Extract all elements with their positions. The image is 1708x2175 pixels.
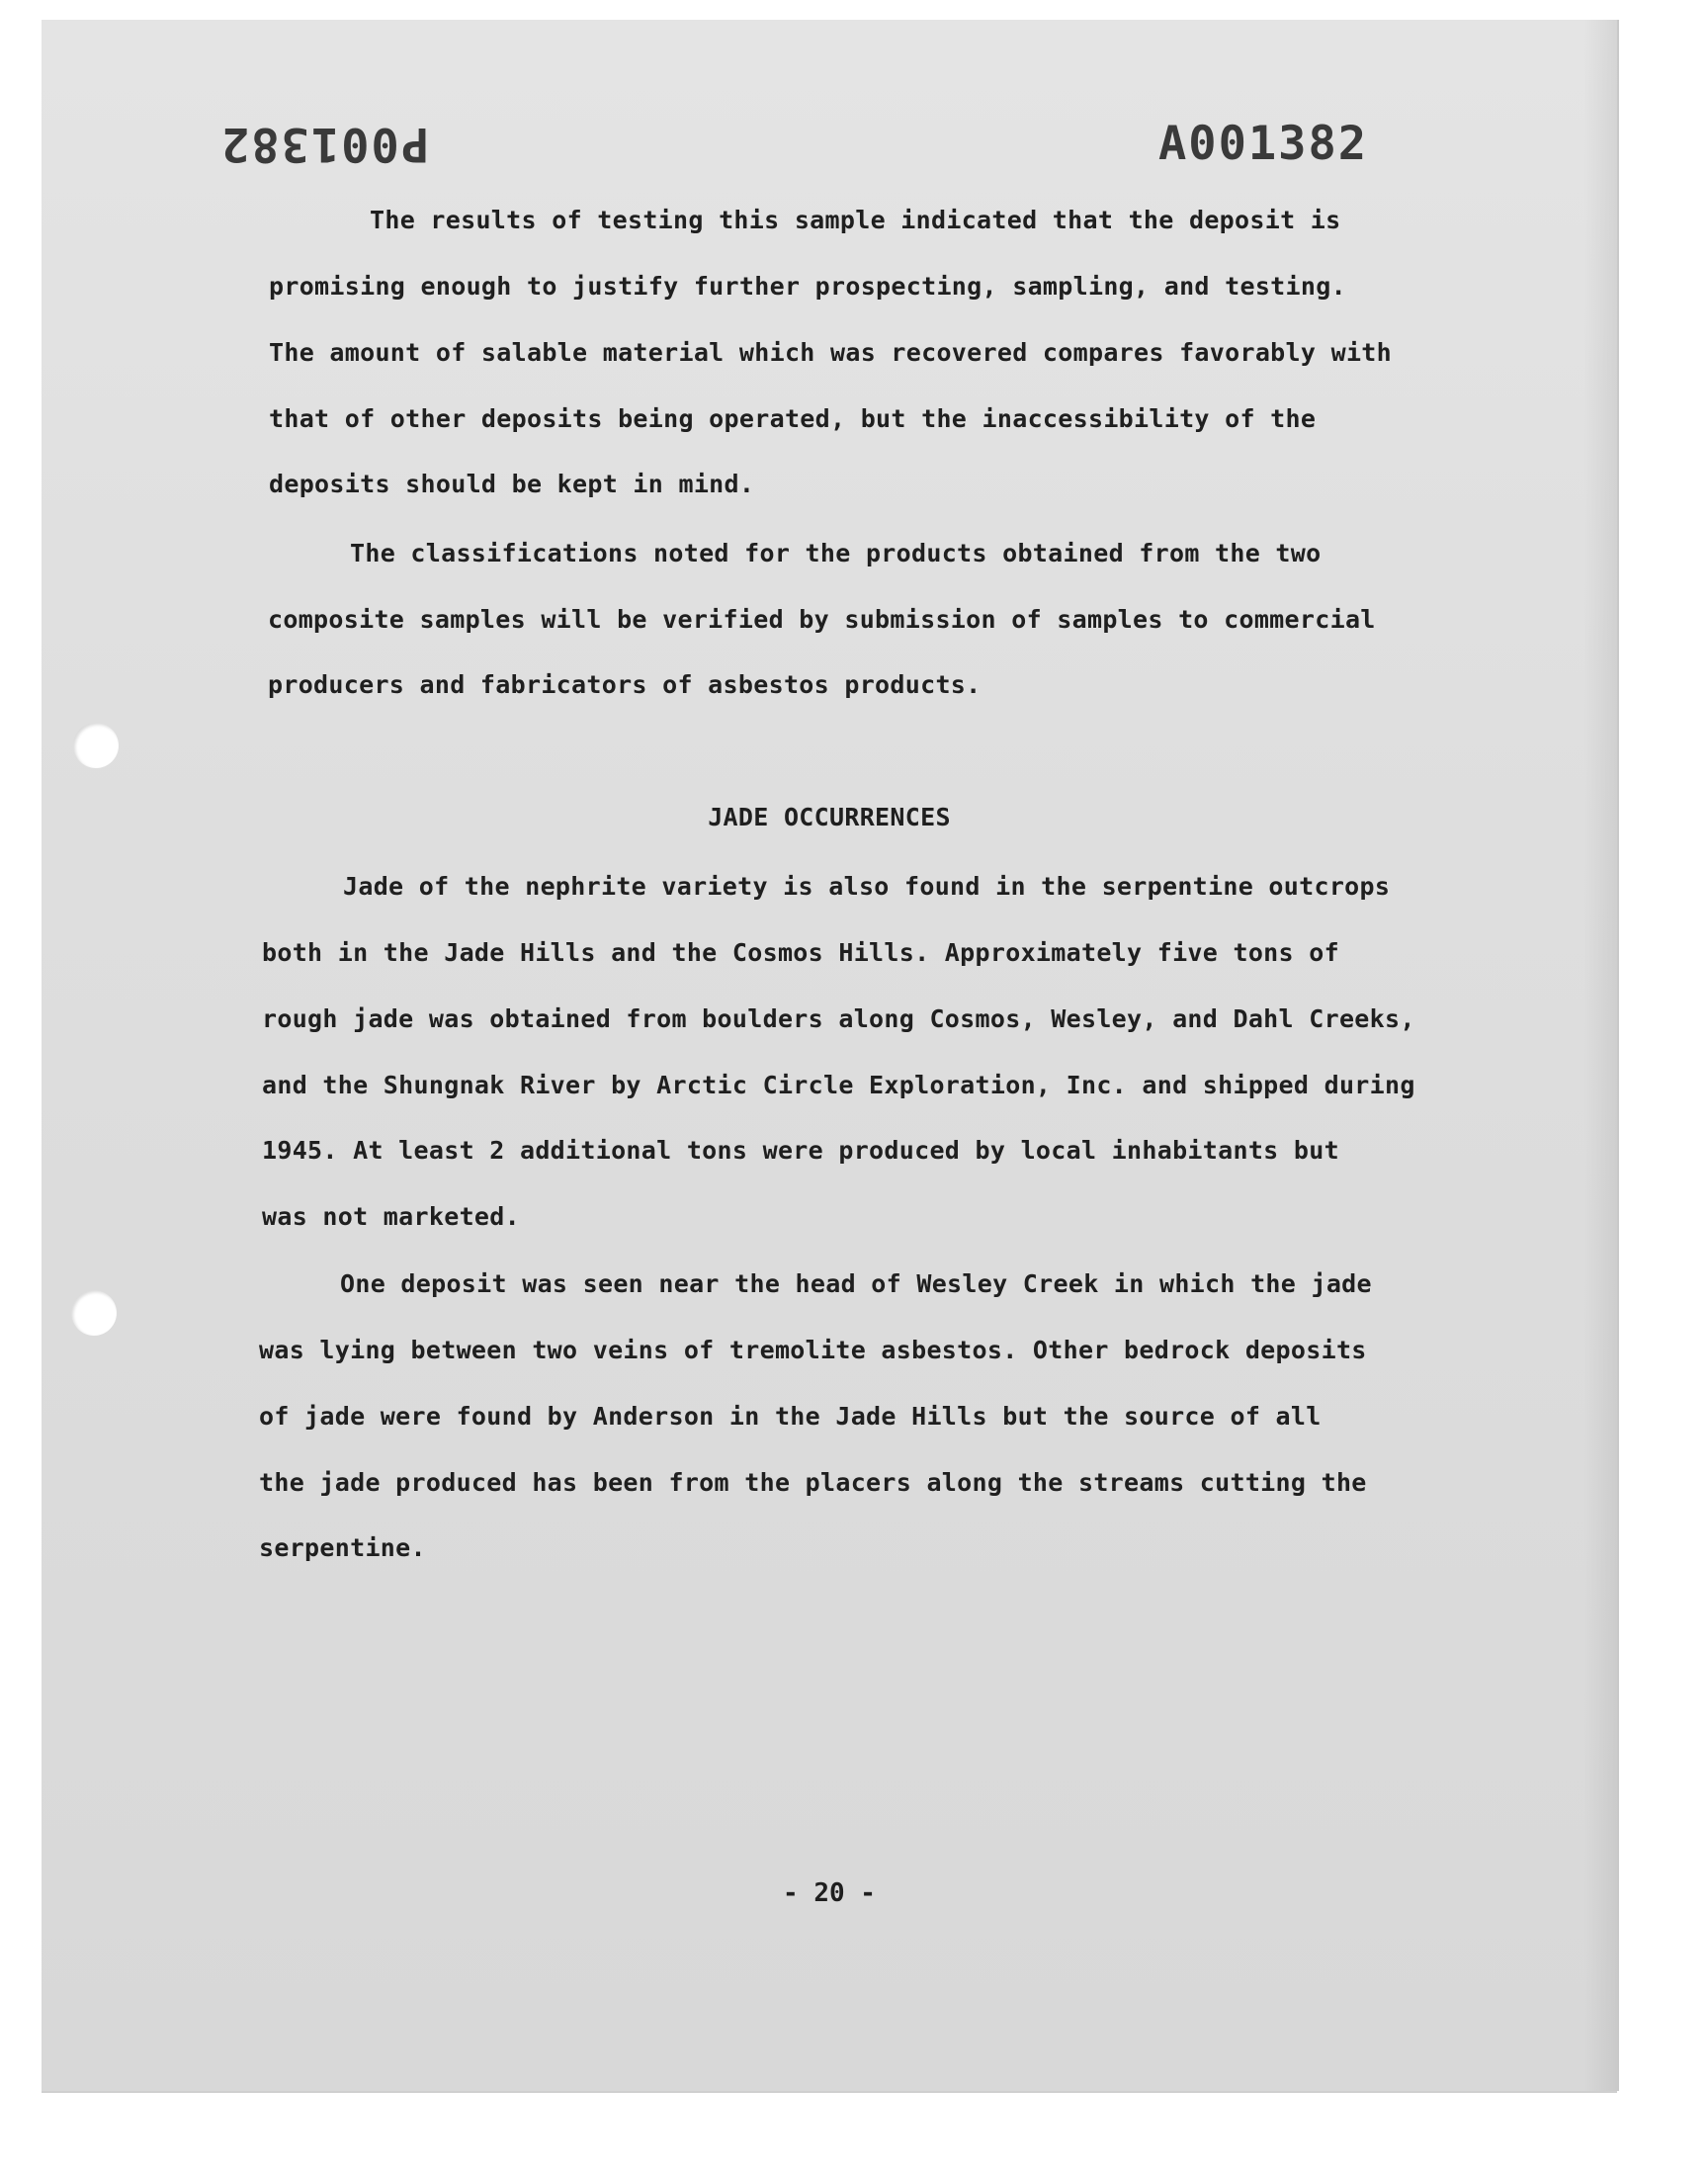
document-id-stamp-left: P001382	[219, 117, 430, 171]
paragraph-3-line: 1945. At least 2 additional tons were produced by local inhabitants but	[262, 1136, 1339, 1165]
paragraph-1-line: The results of testing this sample indicated that the deposit is	[370, 206, 1341, 234]
page-number: - 20 -	[783, 1878, 876, 1908]
paragraph-2-line: composite samples will be verified by submission of samples to commercial	[268, 605, 1376, 634]
paragraph-1-line: that of other deposits being operated, but the inaccessibility of the	[269, 404, 1317, 433]
document-id-stamp-right: A001382	[1158, 117, 1369, 171]
paragraph-3-line: both in the Jade Hills and the Cosmos Hills. Approximately five tons of	[262, 938, 1339, 967]
paragraph-1-line: promising enough to justify further prospecting, sampling, and testing.	[269, 272, 1346, 301]
paragraph-1-line: The amount of salable material which was recovered compares favorably with	[269, 338, 1392, 367]
section-heading: JADE OCCURRENCES	[708, 803, 951, 831]
paragraph-4-line: One deposit was seen near the head of Wesley Creek in which the jade	[340, 1269, 1372, 1298]
paragraph-2-line: producers and fabricators of asbestos products.	[268, 670, 982, 699]
paragraph-4-line: the jade produced has been from the placers along the streams cutting the	[259, 1468, 1367, 1497]
paragraph-3-line: Jade of the nephrite variety is also found in the serpentine outcrops	[343, 872, 1391, 901]
punch-hole	[73, 723, 119, 768]
paragraph-3-line: was not marketed.	[262, 1202, 520, 1231]
punch-hole	[71, 1290, 117, 1336]
document-page	[42, 20, 1617, 2091]
paragraph-4-line: of jade were found by Anderson in the Jade Hills but the source of all	[259, 1402, 1322, 1431]
paragraph-4-line: was lying between two veins of tremolite asbestos. Other bedrock deposits	[259, 1336, 1367, 1364]
paragraph-3-line: and the Shungnak River by Arctic Circle Exploration, Inc. and shipped during	[262, 1071, 1415, 1099]
paragraph-1-line: deposits should be kept in mind.	[269, 470, 755, 498]
paragraph-2-line: The classifications noted for the products obtained from the two	[350, 539, 1322, 567]
paragraph-4-line: serpentine.	[259, 1533, 426, 1562]
paragraph-3-line: rough jade was obtained from boulders along Cosmos, Wesley, and Dahl Creeks,	[262, 1004, 1415, 1033]
